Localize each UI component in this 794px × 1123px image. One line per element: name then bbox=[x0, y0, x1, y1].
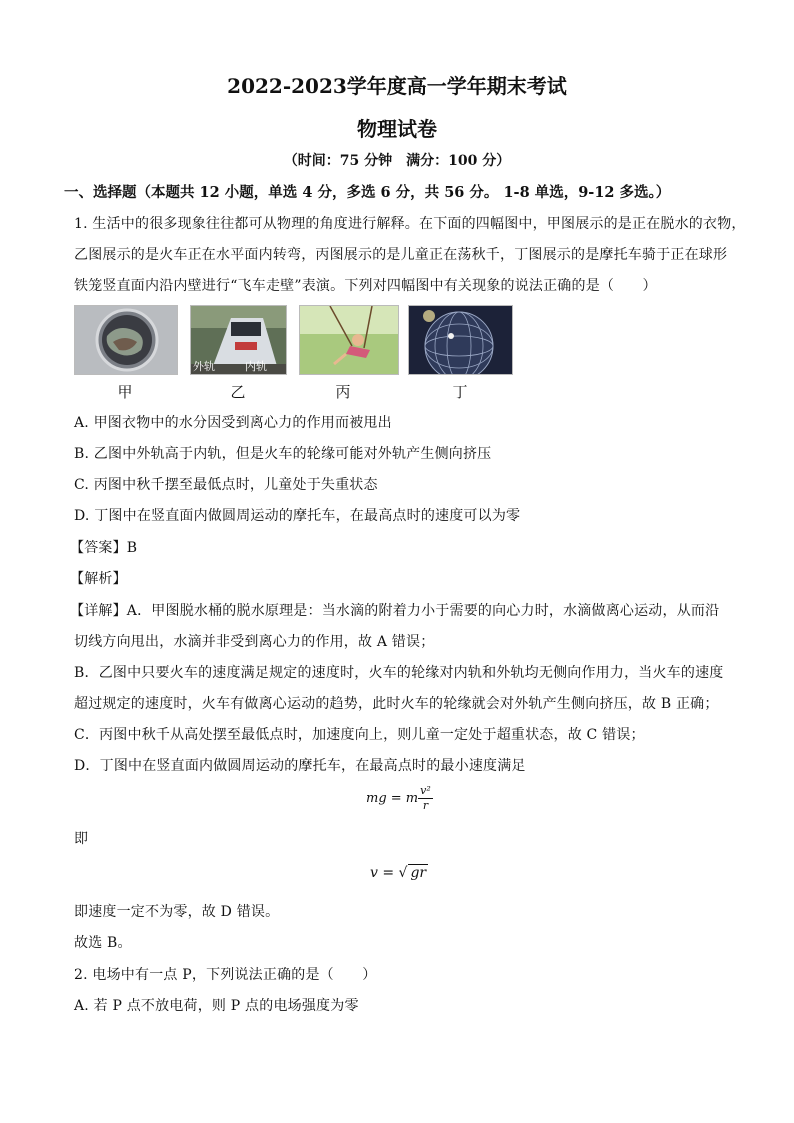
q1-answer: 【答案】B bbox=[70, 540, 138, 556]
q1-analysis-line-5: C．丙图中秋千从高处摆至最低点时，加速度向上，则儿童一定处于超重状态，故 C 错误； bbox=[74, 727, 645, 743]
exam-title: 2022-2023学年度高一学年期末考试 bbox=[227, 74, 567, 98]
exam-meta: （时间：75 分钟 满分：100 分） bbox=[283, 153, 511, 169]
formula1-fraction bbox=[418, 784, 433, 813]
q1-conclusion: 即速度一定不为零，故 D 错误。 bbox=[74, 904, 280, 920]
train-icon bbox=[190, 305, 287, 375]
ji-text: 即 bbox=[74, 831, 89, 847]
q1-option-b: B. 乙图中外轨高于内轨，但是火车的轮缘可能对外轨产生侧向挤压 bbox=[74, 446, 492, 462]
formula-mg-mv2r bbox=[366, 784, 433, 813]
q1-analysis-line-3: B．乙图中只要火车的速度满足规定的速度时，火车的轮缘对内轨和外轨均无侧向作用力，当火车的速度 bbox=[74, 665, 724, 681]
image-caption-bing: 丙 bbox=[335, 383, 351, 401]
q2-stem: 2. 电场中有一点 P，下列说法正确的是（ ） bbox=[74, 967, 377, 983]
q1-choice: 故选 B。 bbox=[74, 935, 132, 951]
formula2-lhs: v = bbox=[370, 865, 399, 881]
formula1-denominator: r bbox=[422, 799, 429, 812]
q1-option-d: D. 丁图中在竖直面内做圆周运动的摩托车，在最高点时的速度可以为零 bbox=[74, 508, 521, 524]
q1-analysis-line-6: D．丁图中在竖直面内做圆周运动的摩托车，在最高点时的最小速度满足 bbox=[74, 758, 526, 774]
q1-stem-line-1: 1. 生活中的很多现象往往都可从物理的角度进行解释。在下面的四幅图中，甲图展示的是正在脱水的衣物， bbox=[74, 216, 746, 232]
formula2-radicand: gr bbox=[410, 865, 427, 881]
q1-option-a: A. 甲图衣物中的水分因受到离心力的作用而被甩出 bbox=[74, 415, 392, 431]
image-caption-ding: 丁 bbox=[452, 383, 468, 401]
q1-analysis-line-1: 【详解】A．甲图脱水桶的脱水原理是：当水滴的附着力小于需要的向心力时，水滴做离心运动，从而沿 bbox=[70, 603, 720, 619]
formula1-lhs: mg = m bbox=[366, 791, 419, 806]
train-label-outer: 外轨 bbox=[193, 360, 215, 373]
q1-analysis-line-4: 超过规定的速度时，火车有做离心运动的趋势，此时火车的轮缘就会对外轨产生侧向挤压，故 B 正确； bbox=[74, 696, 719, 712]
q2-option-a: A. 若 P 点不放电荷，则 P 点的电场强度为零 bbox=[74, 998, 359, 1014]
washing-machine-icon bbox=[74, 305, 178, 375]
formula-v-sqrt-gr bbox=[370, 864, 428, 881]
exam-subtitle: 物理试卷 bbox=[357, 117, 437, 141]
q1-analysis-line-2: 切线方向甩出，水滴并非受到离心力的作用，故 A 错误； bbox=[74, 634, 435, 650]
image-caption-jia: 甲 bbox=[117, 383, 133, 401]
q1-analysis-tag: 【解析】 bbox=[70, 571, 127, 587]
q1-stem-line-3: 铁笼竖直面内沿内壁进行“飞车走壁”表演。下列对四幅图中有关现象的说法正确的是（ ） bbox=[74, 278, 657, 294]
q1-option-c: C. 丙图中秋千摆至最低点时，儿童处于失重状态 bbox=[74, 477, 378, 493]
train-label-inner: 内轨 bbox=[245, 360, 267, 373]
sqrt-icon: √ bbox=[398, 865, 408, 881]
q1-stem-line-2: 乙图展示的是火车正在水平面内转弯，丙图展示的是儿童正在荡秋千，丁图展示的是摩托车骑于正在球形 bbox=[74, 247, 728, 263]
section-heading: 一、选择题（本题共 12 小题，单选 4 分，多选 6 分，共 56 分。 1-8 单选，9-12 多选。） bbox=[64, 184, 671, 201]
formula1-numerator: v² bbox=[420, 784, 431, 797]
swing-icon bbox=[299, 305, 399, 375]
image-caption-yi: 乙 bbox=[230, 383, 246, 401]
sphere-cage-icon bbox=[408, 305, 513, 375]
